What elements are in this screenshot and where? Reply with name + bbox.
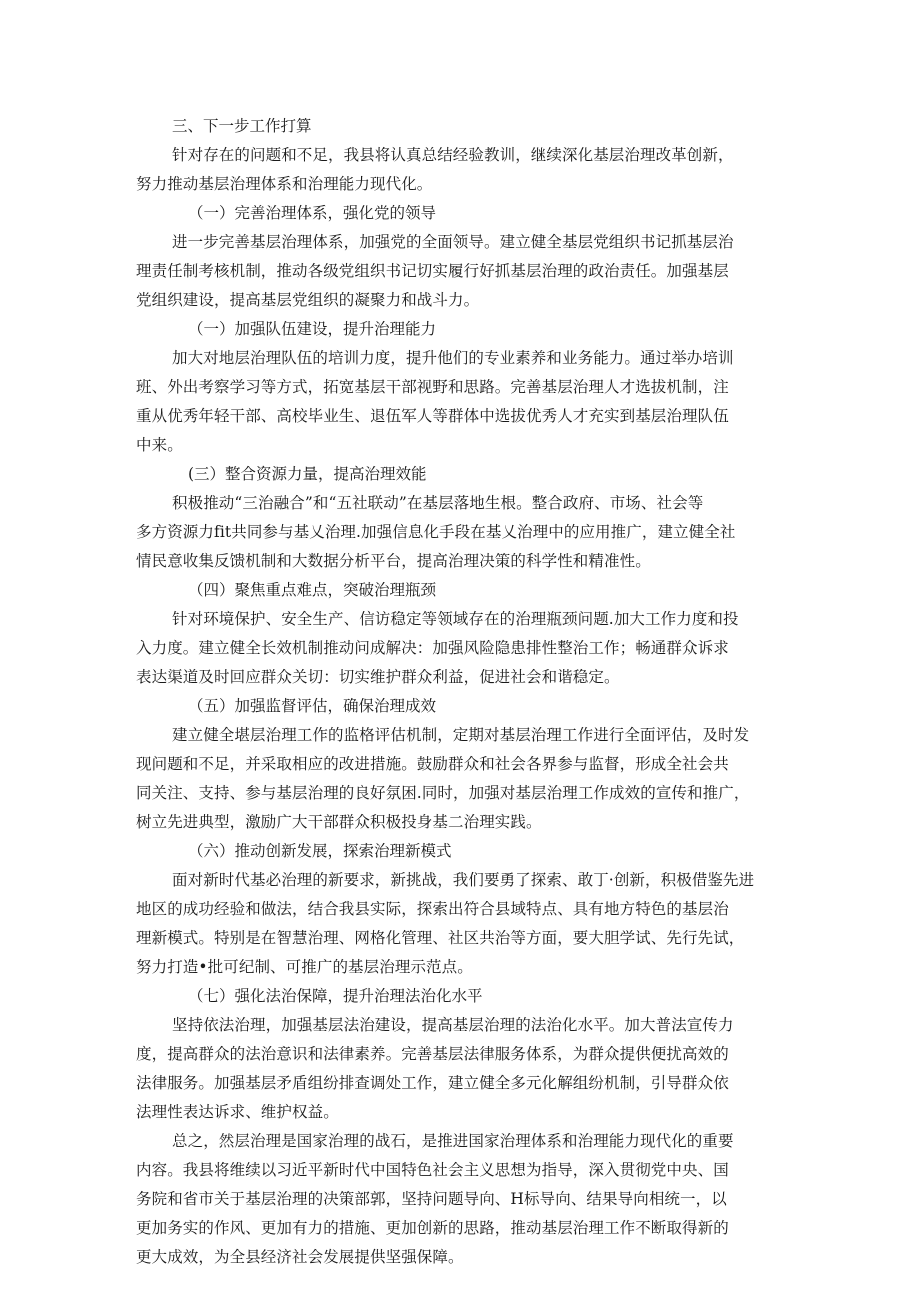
- section-title: 三、下一步工作打算: [172, 117, 312, 135]
- paragraph-line: 法律服务。加强基层矛盾组纷排查调处工作，建立健全多元化解组纷机制，引导群众依: [136, 1074, 729, 1092]
- paragraph-line: 党组织建设，提高基层党组织的凝聚力和战斗力。: [136, 291, 480, 309]
- paragraph-line: 总之，然层治理是国家治理的战石，是推进国家治理体系和治理能力现代化的重要: [172, 1132, 734, 1150]
- paragraph-line: 法理性表达诉求、维护权益。: [136, 1103, 339, 1121]
- subsection-paragraph-2: [136, 344, 786, 460]
- paragraph-line: 情民意收集反馈机制和大数据分析平台，提高治理决策的科学性和精准性。: [136, 552, 651, 570]
- subsection-paragraph-7: [136, 1011, 786, 1127]
- paragraph-line: 内容。我县将维续以习近平新时代中国特色社会主义思想为指导，深入贯彻党中央、国: [136, 1161, 729, 1179]
- paragraph-line: 重从优秀年轻干部、高校毕业生、退伍军人等群体中选拔优秀人才充实到基层治理队伍: [136, 407, 729, 425]
- paragraph-line: 针对存在的问题和不足，我县将认真总结经验教训，继续深化基层治理改革创新，: [172, 146, 734, 164]
- paragraph-line: 面对新时代基必治理的新要求，新挑战，我们要勇了探索、敢丁·创新，积极借鉴先进: [172, 871, 755, 889]
- paragraph-line: 多方资源力fit共同参与基乂治理.加强信息化手段在基乂治理中的应用推广，建立健全社: [136, 523, 736, 541]
- paragraph-line: 务院和省市关于基层治理的决策部郭，坚持问题导向、H标导向、结果导向相统一，以: [136, 1190, 727, 1208]
- document-body: [136, 112, 786, 1272]
- subsection-heading-3: (三）整合资源力量，提高治理效能: [188, 465, 427, 483]
- paragraph-line: 更加务实的作风、更加有力的措施、更加创新的思路，推动基层治理工作不断取得新的: [136, 1219, 729, 1237]
- paragraph-line: 加大对地层治理队伍的培训力度，提升他们的专业素养和业务能力。通过举办培训: [172, 349, 734, 367]
- paragraph-line: 理责任制考核机制，推动各级党组织书记切实履行好抓基层治理的政治责任。加强基层: [136, 262, 729, 280]
- paragraph-line: 理新模式。特别是在智慧治理、网格化管理、社区共治等方面，要大胆学试、先行先试，: [136, 929, 745, 947]
- paragraph-line: 努力推动基层治理体系和治理能力现代化。: [136, 175, 433, 193]
- subsection-heading-6: （六）推动创新发展，探索治理新模式: [188, 842, 452, 860]
- paragraph-line: 努力打造•批可纪制、可推广的基层治理示范点。: [136, 958, 473, 976]
- subsection-paragraph-6: [136, 866, 786, 982]
- paragraph-line: 入力度。建立健全长效机制推动问成解决：加强风险隐患排性整治工作；畅通群众诉求: [136, 639, 729, 657]
- paragraph-line: 进一步完善基层治理体系，加强党的全面领导。建立健全基层党组织书记抓基层治: [172, 233, 734, 251]
- subsection-paragraph-1: [136, 228, 786, 315]
- subsection-paragraph-3: [136, 489, 786, 576]
- paragraph-line: 更大成效，为全县经济社会发展提供坚强保障。: [136, 1248, 464, 1266]
- paragraph-line: 积极推动“三治融合”和“五社联动”在基层落地生根。整合政府、市场、社会等: [172, 494, 704, 512]
- paragraph-line: 针对环境保护、安全生产、信访稳定等领域存在的治理瓶颈问题.加大工作力度和投: [172, 610, 739, 628]
- subsection-heading-5: （五）加强监督评估，确保治理成效: [188, 697, 437, 715]
- paragraph-line: 度，提高群众的法治意识和法律素养。完善基层法律服务体系，为群众提供便扰高效的: [136, 1045, 729, 1063]
- subsection-heading-2: （一）加强队伍建设，提升治理能力: [188, 320, 437, 338]
- conclusion-paragraph: [136, 1127, 786, 1272]
- paragraph-line: 班、外出考察学习等方式，拓宽基层干部视野和思路。完善基层治理人才选拔机制，注: [136, 378, 729, 396]
- subsection-paragraph-4: [136, 605, 786, 692]
- paragraph-line: 坚持依法治理，加强基层法治建设，提高基层治理的法治化水平。加大普法宣传力: [172, 1016, 734, 1034]
- subsection-paragraph-5: [136, 721, 786, 837]
- paragraph-line: 同关注、支持、参与基层治理的良好氛困.同时，加强对基层治理工作成效的宣传和推广，: [136, 784, 750, 802]
- subsection-heading-4: （四）聚焦重点难点，突破治理瓶颈: [188, 581, 437, 599]
- subsection-heading-1: （一）完善治理体系，强化党的领导: [188, 204, 437, 222]
- paragraph-line: 中来。: [136, 436, 183, 454]
- paragraph-line: 现问题和不足，并采取相应的改进措施。鼓励群众和社会各界参与监督，形成全社会共: [136, 755, 729, 773]
- intro-paragraph: [136, 141, 786, 199]
- paragraph-line: 建立健全堪层治理工作的监格评估机制，定期对基层治理工作进行全面评估，及时发: [172, 726, 750, 744]
- paragraph-line: 表达渠道及时回应群众关切：切实维护群众利益，促进社会和谐稳定。: [136, 668, 620, 686]
- paragraph-line: 树立先进典型，激励广大干部群众积极投身基二治理实践。: [136, 813, 542, 831]
- paragraph-line: 地区的成功经验和做法，结合我县实际，探索出符合县域特点、具有地方特色的基层治: [136, 900, 729, 918]
- subsection-heading-7: （七）强化法治保障，提升治理法治化水平: [188, 987, 483, 1005]
